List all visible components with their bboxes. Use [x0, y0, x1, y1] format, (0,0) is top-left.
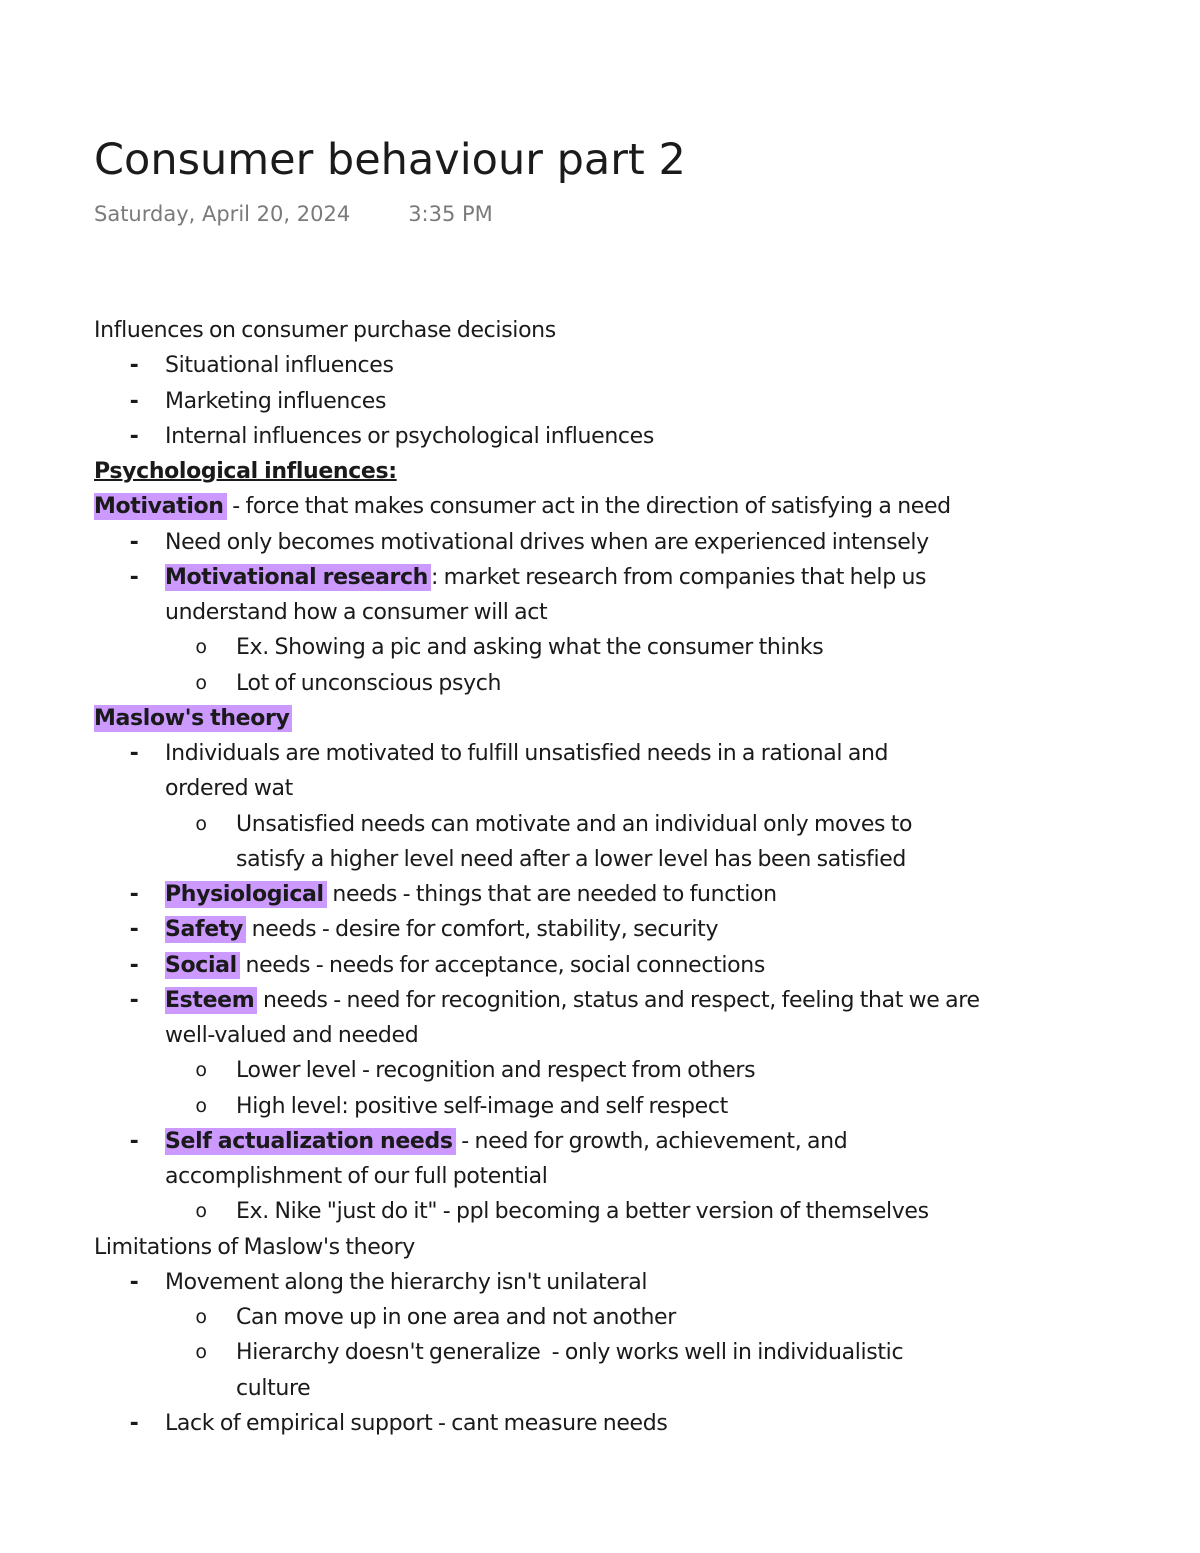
list-item-text: High level: positive self-image and self respect [236, 1093, 728, 1119]
definition-text: understand how a consumer will act [165, 600, 548, 625]
definition-text: needs - need for recognition, status and respect, feeling that we are [257, 987, 980, 1013]
definition-text: - force that makes consumer act in the direction of satisfying a need [226, 494, 951, 520]
sub-list-item [94, 1335, 1174, 1370]
list-item-continuation [94, 595, 1174, 630]
list-item [94, 525, 1174, 560]
circle-bullet: o [195, 1341, 207, 1364]
list-item [94, 348, 1174, 383]
sub-list-item [94, 630, 1174, 665]
dash-bullet: - [129, 952, 139, 978]
highlighted-term: Social [165, 952, 240, 979]
list-item [94, 384, 1174, 419]
limitations-heading: Limitations of Maslow's theory [94, 1234, 415, 1260]
dash-bullet: - [129, 917, 139, 943]
highlighted-term: Motivation [94, 493, 227, 520]
sub-list-item [94, 807, 1174, 842]
paragraph [94, 1230, 1174, 1265]
list-item-text: Hierarchy doesn't generalize - only works well in individualistic [236, 1340, 904, 1366]
list-item-text: satisfy a higher level need after a lower level has been satisfied [236, 846, 907, 872]
dash-bullet: - [129, 1269, 139, 1295]
circle-bullet: o [195, 1094, 207, 1117]
page-time: 3:35 PM [408, 202, 493, 226]
definition-text: needs - needs for acceptance, social connections [239, 952, 765, 978]
highlighted-term: Esteem [165, 987, 257, 1014]
note-body[interactable] [94, 313, 1174, 1441]
list-item-text: Movement along the hierarchy isn't unilateral [165, 1269, 648, 1295]
dash-bullet: - [129, 1128, 139, 1154]
circle-bullet: o [195, 671, 207, 694]
list-item-text: Can move up in one area and not another [236, 1305, 676, 1330]
dash-bullet: - [129, 741, 139, 766]
list-item-text: Need only becomes motivational drives when are experienced intensely [165, 529, 929, 555]
circle-bullet: o [195, 1059, 207, 1082]
definition-text: accomplishment of our full potential [165, 1164, 548, 1189]
list-item [94, 736, 1174, 771]
list-item-text: Marketing influences [165, 388, 387, 414]
sub-list-item [94, 1089, 1174, 1124]
dash-bullet: - [129, 987, 139, 1013]
highlighted-term: Physiological [165, 881, 327, 908]
sub-list-item [94, 666, 1174, 701]
highlighted-term: Safety [165, 916, 246, 943]
list-item-continuation [94, 1159, 1174, 1194]
list-item [94, 983, 1174, 1018]
paragraph [94, 313, 1174, 348]
influences-heading: Influences on consumer purchase decisions [94, 318, 556, 343]
list-item-text: ordered wat [165, 776, 293, 802]
list-item-text: Situational influences [165, 353, 394, 379]
list-item [94, 1124, 1174, 1159]
dash-bullet: - [129, 423, 139, 449]
list-item [94, 419, 1174, 454]
dash-bullet: - [129, 353, 139, 379]
list-item-text: Lack of empirical support - cant measure needs [165, 1410, 668, 1436]
list-item-text: Ex. Showing a pic and asking what the consumer thinks [236, 635, 824, 661]
circle-bullet: o [195, 812, 207, 835]
highlighted-term: Self actualization needs [165, 1128, 456, 1155]
highlighted-term: Motivational research [165, 564, 431, 591]
list-item-text: Internal influences or psychological influences [165, 423, 654, 449]
circle-bullet: o [195, 1306, 207, 1328]
page-timestamp [94, 199, 493, 229]
highlighted-term: Maslow's theory [94, 705, 292, 732]
circle-bullet: o [195, 636, 207, 659]
sub-list-item [94, 1053, 1174, 1088]
sub-list-item [94, 1194, 1174, 1229]
sub-list-item-continuation [94, 1371, 1174, 1406]
list-item [94, 1406, 1174, 1441]
list-item [94, 877, 1174, 912]
list-item [94, 912, 1174, 947]
list-item-continuation [94, 1018, 1174, 1053]
sub-list-item [94, 1300, 1174, 1335]
page-title[interactable]: Consumer behaviour part 2 [94, 135, 686, 185]
sub-list-item-continuation [94, 842, 1174, 877]
paragraph [94, 454, 1174, 489]
list-item-text: Ex. Nike "just do it" - ppl becoming a better version of themselves [236, 1199, 929, 1225]
circle-bullet: o [195, 1200, 207, 1223]
paragraph [94, 489, 1174, 524]
list-item-text: Unsatisfied needs can motivate and an individual only moves to [236, 811, 913, 837]
list-item-continuation [94, 771, 1174, 806]
list-item [94, 948, 1174, 983]
psych-heading: Psychological influences: [94, 459, 397, 484]
definition-text: : market research from companies that help us [430, 564, 927, 590]
dash-bullet: - [129, 529, 139, 555]
dash-bullet: - [129, 388, 139, 414]
list-item-text: Lower level - recognition and respect from others [236, 1058, 756, 1084]
list-item-text: Individuals are motivated to fulfill unsatisfied needs in a rational and [165, 741, 889, 766]
definition-text: needs - desire for comfort, stability, security [245, 917, 719, 943]
paragraph [94, 701, 1174, 736]
definition-text: needs - things that are needed to function [326, 882, 777, 907]
list-item-text: culture [236, 1375, 311, 1401]
dash-bullet: - [129, 882, 139, 907]
list-item [94, 1265, 1174, 1300]
list-item [94, 560, 1174, 595]
dash-bullet: - [129, 1410, 139, 1436]
page-date: Saturday, April 20, 2024 [94, 202, 351, 226]
definition-text: well-valued and needed [165, 1023, 419, 1048]
definition-text: - need for growth, achievement, and [455, 1128, 848, 1154]
list-item-text: Lot of unconscious psych [236, 670, 502, 696]
dash-bullet: - [129, 564, 139, 590]
